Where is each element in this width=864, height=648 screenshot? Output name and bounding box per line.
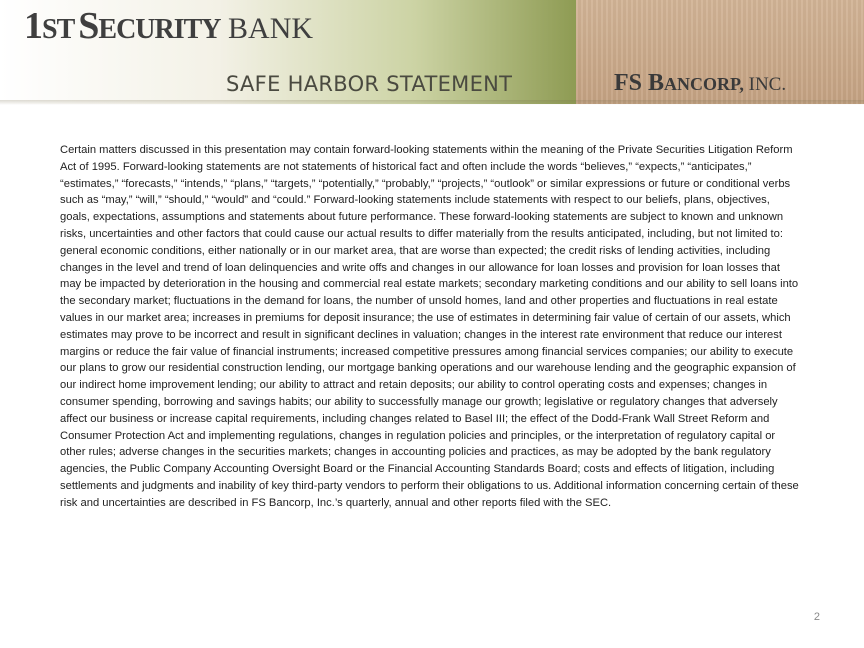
company-logo-inc: INC.	[743, 74, 787, 95]
bank-name-s: S	[78, 5, 99, 47]
bank-name-logo	[24, 4, 314, 47]
page-number: 2	[813, 611, 820, 623]
slide-title: SAFE HARBOR STATEMENT	[226, 72, 513, 96]
company-logo-ancorp: ANCORP,	[664, 74, 744, 94]
company-logo-b: B	[648, 70, 665, 96]
header-shadow	[0, 100, 864, 105]
bank-name-ecurity: ECURITY	[98, 14, 221, 45]
slide-header	[0, 0, 864, 104]
company-logo-fs: FS	[614, 70, 649, 96]
safe-harbor-paragraph: Certain matters discussed in this presentation may contain forward-looking statements within the meaning of the Private Securities Litigation Reform Act of 1995. Forward-looking statements are not statements of historical fact and often include the words “believes,” “expects,” “anticipates,” “estimates,” “forecasts,” “intends,” “plans,” “targets,” “potentially,” “probably,” “projects,” “outlook” or similar expressions or future or conditional verbs such as “may,” “will,” “should,” “would” and “could.” Forward-looking statements include statements with respect to our beliefs, plans, objectives, goals, expectations, assumptions and statements about future performance. These forward-looking statements are subject to known and unknown risks, uncertainties and other factors that could cause our actual results to differ materially from the results anticipated, including, but not limited to: general economic conditions, either nationally or in our market area, that are worse than expected; the credit risks of lending activities, including changes in the level and trend of loan delinquencies and write offs and changes in our allowance for loan losses and provision for loan losses that may be impacted by deterioration in the housing and commercial real estate markets; secondary marketing conditions and our ability to sell loans into the secondary market; fluctuations in the demand for loans, the number of unsold homes, land and other properties and fluctuations in real estate values in our market area; increases in premiums for deposit insurance; the use of estimates in determining fair value of certain of our assets, which estimates may prove to be incorrect and result in significant declines in valuation; changes in the interest rate environment that reduce our interest margins or reduce the fair value of financial instruments; increased competitive pressures among financial services companies; our ability to execute our plans to grow our residential construction lending, our mortgage banking operations and our warehouse lending and the geographic expansion of our indirect home improvement lending; our ability to attract and retain deposits; our ability to control operating costs and expenses; changes in consumer spending, borrowing and savings habits; our ability to successfully manage our growth; legislative or regulatory changes that adversely affect our business or increase capital requirements, including changes related to Basel III; the effect of the Dodd-Frank Wall Street Reform and Consumer Protection Act and implementing regulations, changes in regulation policies and principles, or the interpretation of regulatory capital or other rules; adverse changes in the securities markets; changes in accounting policies and practices, as may be adopted by the bank regulatory agencies, the Public Company Accounting Oversight Board or the Financial Accounting Standards Board; costs and effects of litigation, including settlements and judgments and inability of key third-party vendors to perform their obligations to us. Additional information concerning certain of these risk and uncertainties are described in FS Bancorp, Inc.’s quarterly, annual and other reports filed with the SEC.	[60, 144, 799, 509]
bank-name-digit: 1	[24, 5, 42, 47]
bank-name-st: ST	[42, 14, 75, 45]
bank-name-bank: BANK	[220, 12, 314, 45]
company-logo	[614, 70, 786, 98]
